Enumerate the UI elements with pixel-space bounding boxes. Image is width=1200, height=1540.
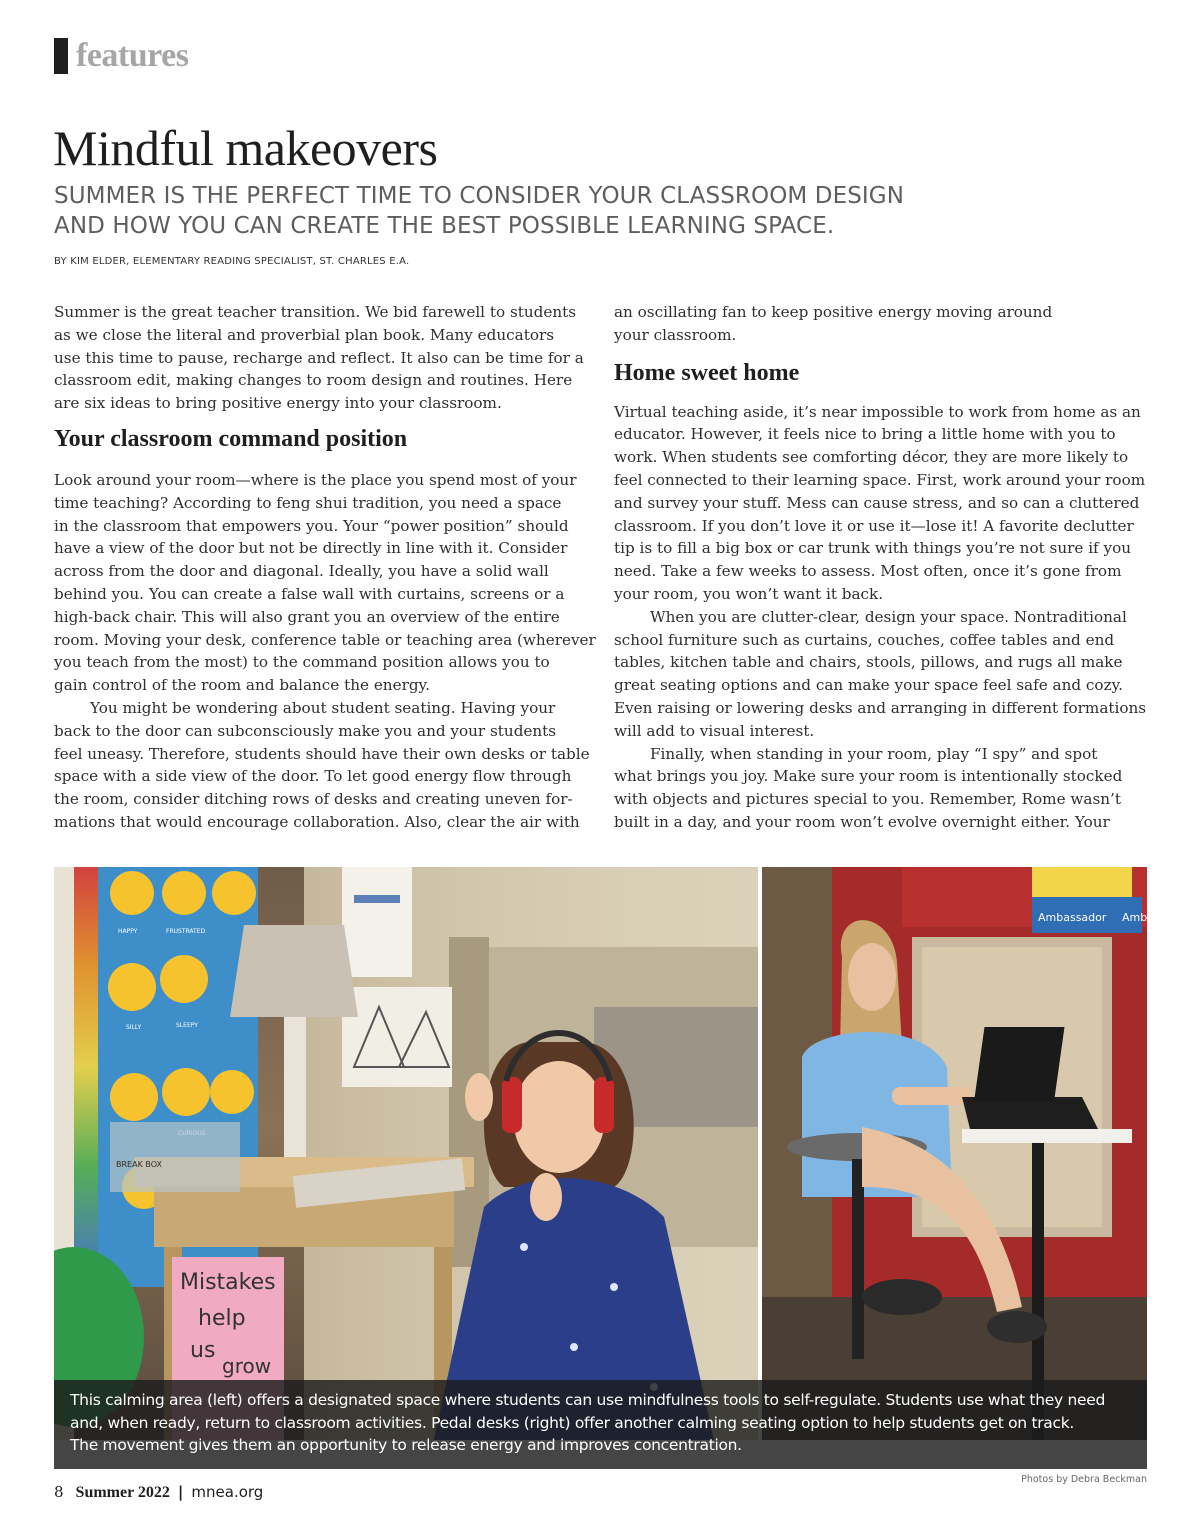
article-deck [54,181,1014,241]
text-line: behind you. You can create a false wall with curtains, screens or a [54,584,565,603]
home-paragraph-2 [614,606,1147,743]
poster-label: SLEEPY [176,1022,198,1029]
pedal-desk-illustration [762,867,1147,1440]
sign-text: grow [222,1354,272,1378]
caption-line: This calming area (left) offers a designated space where students can use mindfulness tools to self-regulate. Students use what they need [70,1391,1106,1409]
text-line: gain control of the room and balance the energy. [54,676,430,695]
photo-calming-area [54,867,758,1440]
byline: BY KIM ELDER, ELEMENTARY READING SPECIALIST, ST. CHARLES E.A. [54,256,410,267]
intro-paragraph [54,301,589,415]
text-line: room. Moving your desk, conference table or teaching area (wherever [54,630,596,649]
command-position-paragraph-2 [54,697,589,834]
text-line: tip is to fill a big box or car trunk with things you’re not sure if you [614,539,1132,558]
section-tag [54,36,188,76]
text-line: as we close the literal and proverbial plan book. Many educators [54,325,555,344]
subheading-command-position: Your classroom command position [54,425,408,452]
poster-label: FRUSTRATED [166,928,206,935]
text-line: the room, consider ditching rows of desks and creating uneven for- [54,790,573,809]
text-line: back to the door can subconsciously make you and your students [54,721,557,740]
board-label: Amb [1122,911,1147,924]
left-column [54,301,596,834]
issue-date: Summer 2022 [75,1484,170,1501]
text-line: Summer is the great teacher transition. We bid farewell to students [54,303,577,321]
right-column [614,301,1147,834]
article-title: Mindful makeovers [53,120,438,176]
section-label: features [76,37,189,74]
text-line: an oscillating fan to keep positive energy moving around [614,303,1053,321]
text-line: will add to visual interest. [614,721,815,740]
text-line: you teach from the most) to the command position allows you to [54,653,550,672]
command-position-paragraph-1 [54,469,596,697]
section-bar [54,38,68,74]
footer-separator: | [177,1483,184,1501]
text-line: what brings you joy. Make sure your room is intentionally stocked [614,767,1123,786]
sign-text: Mistakes [180,1270,276,1295]
text-line: high-back chair. This will also grant you an overview of the entire [54,607,560,626]
text-line: feel connected to their learning space. First, work around your room [614,470,1146,489]
text-line: and survey your stuff. Mess can cause stress, and so can a cluttered [614,493,1140,512]
text-line: with objects and pictures special to you. Remember, Rome wasn’t [614,790,1121,809]
text-line: are six ideas to bring positive energy into your classroom. [54,394,502,413]
deck-line: AND HOW YOU CAN CREATE THE BEST POSSIBLE LEARNING SPACE. [54,213,835,239]
site-url: mnea.org [191,1483,264,1501]
page-footer [54,1483,263,1502]
page-number: 8 [54,1483,64,1501]
text-line: built in a day, and your room won’t evolve overnight either. Your [614,812,1110,831]
text-line: your classroom. [614,325,737,344]
calming-area-illustration [54,867,758,1440]
text-line: classroom. If you don’t love it or use it—lose it! A favorite declutter [614,516,1134,535]
deck-line: SUMMER IS THE PERFECT TIME TO CONSIDER YOUR CLASSROOM DESIGN [54,183,905,209]
text-line: mations that would encourage collaboration. Also, clear the air with [54,812,580,831]
home-paragraph-1 [614,401,1147,606]
text-line: You might be wondering about student seating. Having your [90,698,556,717]
board-label: Ambassador [1038,911,1107,924]
poster-label: HAPPY [118,928,138,935]
text-line: Look around your room—where is the place you spend most of your [54,470,577,489]
text-line: space with a side view of the door. To let good energy flow through [54,767,572,786]
text-line: work. When students see comforting décor, they are more likely to [614,448,1129,467]
text-line: When you are clutter-clear, design your space. Nontraditional [650,607,1127,626]
text-line: Virtual teaching aside, it’s near impossible to work from home as an [614,402,1141,421]
caption-line: The movement gives them an opportunity to release energy and improves concentration. [70,1436,742,1454]
text-line: classroom edit, making changes to room design and routines. Here [54,371,573,390]
text-line: tables, kitchen table and chairs, stools, pillows, and rugs all make [614,653,1123,672]
photo-pedal-desk [762,867,1147,1440]
text-line: your room, you won’t want it back. [614,584,884,603]
photo-caption [54,1380,1147,1469]
text-line: feel uneasy. Therefore, students should have their own desks or table [54,744,590,763]
text-line: great seating options and can make your space feel safe and cozy. [614,676,1123,695]
text-line: across from the door and diagonal. Ideally, you have a solid wall [54,562,549,581]
box-label: BREAK BOX [116,1160,162,1169]
text-line: time teaching? According to feng shui tradition, you need a space [54,493,562,512]
photo-credit: Photos by Debra Beckman [1021,1474,1147,1485]
caption-line: and, when ready, return to classroom activities. Pedal desks (right) offer another calming seating option to help students get on track. [70,1413,1075,1432]
text-line: Finally, when standing in your room, play “I spy” and spot [650,744,1098,763]
sign-text: help [198,1306,246,1331]
continuation-paragraph [614,301,1147,347]
poster-label: SILLY [126,1024,142,1031]
text-line: educator. However, it feels nice to bring a little home with you to [614,425,1116,444]
text-line: use this time to pause, recharge and reflect. It also can be time for a [54,348,584,367]
sign-text: us [190,1338,216,1363]
text-line: Even raising or lowering desks and arranging in different formations [614,698,1147,717]
text-line: have a view of the door but not be directly in line with it. Consider [54,539,568,558]
text-line: school furniture such as curtains, couches, coffee tables and end [614,630,1115,649]
subheading-home-sweet-home: Home sweet home [614,359,800,386]
home-paragraph-3 [614,743,1147,834]
text-line: in the classroom that empowers you. Your “power position” should [54,516,569,535]
text-line: need. Take a few weeks to assess. Most often, once it’s gone from [614,562,1122,581]
